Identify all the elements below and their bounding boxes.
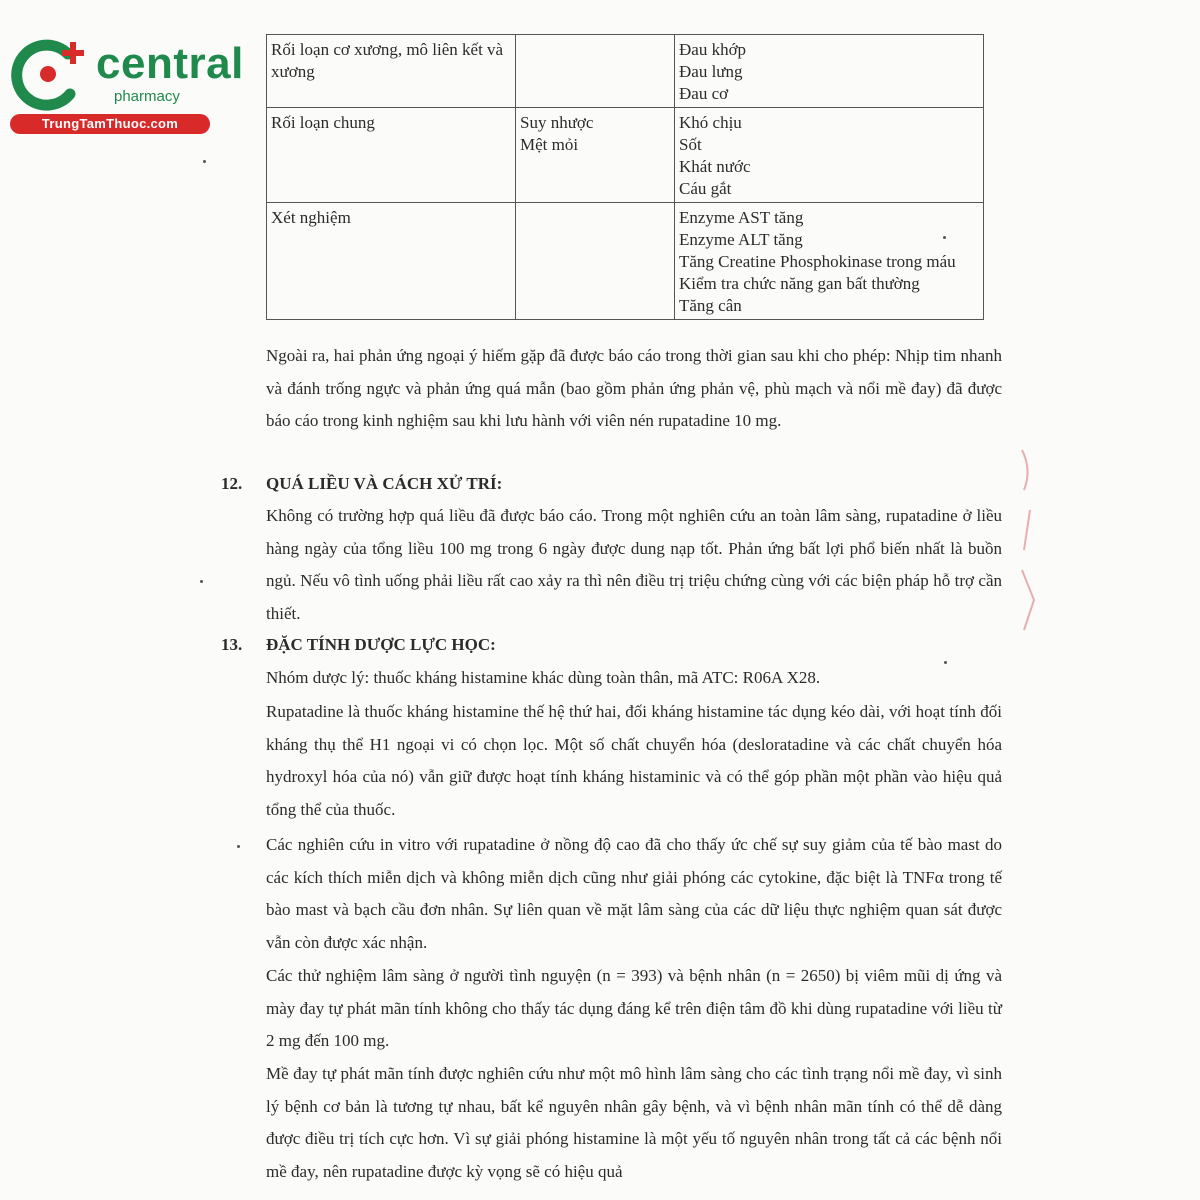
section-12-heading (221, 473, 502, 495)
effect-item: Đau khớp (679, 40, 747, 59)
table-cell-effects-common (516, 108, 675, 203)
effect-item: Mệt mỏi (520, 135, 579, 154)
section-number: 13. (221, 635, 243, 654)
table-row (267, 203, 984, 320)
table-cell-effects (675, 35, 984, 108)
table-cell-empty (516, 203, 675, 320)
effect-item: Khát nước (679, 157, 751, 176)
section-13-heading (221, 634, 496, 656)
paragraph-rare-reactions: Ngoài ra, hai phản ứng ngoại ý hiếm gặp đã được báo cáo trong thời gian sau khi cho phép: Nhịp tim nhanh và đánh trống ngực và phản ứng quá mẫn (bao gồm phản ứng phản vệ, phù mạch và nổi mề đay) đã được báo cáo trong kinh nghiệm sau khi lưu hành với viên nén rupatadine 10 mg. (266, 346, 1002, 430)
effect-item: Tăng Creatine Phosphokinase trong máu (679, 252, 956, 271)
logo-website: TrungTamThuoc.com (10, 114, 210, 134)
section-title: ĐẶC TÍNH DƯỢC LỰC HỌC: (266, 635, 496, 654)
table-cell-category (267, 35, 516, 108)
effect-item: Suy nhược (520, 113, 594, 132)
paragraph-urticaria: Mề đay tự phát mãn tính được nghiên cứu như một mô hình lâm sàng cho các tình trạng nổi mề đay, vì sinh lý bệnh cơ bản là tương tự nhau, bất kể nguyên nhân gây bệnh, và vì bệnh nhân mãn tính có thể dễ dàng được điều trị tích cực hơn. Vì sự giải phóng histamine là một yếu tố nguyên nhân trong tất cả các bệnh nổi mề đay, nên rupatadine được kỳ vọng sẽ có hiệu quả (266, 1064, 1002, 1181)
paragraph-rupatadine-description: Rupatadine là thuốc kháng histamine thế hệ thứ hai, đối kháng histamine tác dụng kéo dài, với hoạt tính đối kháng thụ thể H1 ngoại vi có chọn lọc. Một số chất chuyển hóa (desloratadine và các chất chuyển hóa hydroxyl hóa của nó) vẫn giữ được hoạt tính kháng histaminic và có thể góp phần một phần vào hiệu quả tổng thể của thuốc. (266, 702, 1002, 819)
stamp-fragment-icon (1018, 440, 1038, 640)
effect-item: Enzyme AST tăng (679, 208, 804, 227)
table-cell-category (267, 203, 516, 320)
scan-speck (237, 845, 240, 848)
table-cell-effects (675, 203, 984, 320)
adverse-effects-table (266, 34, 984, 320)
table-cell-empty (516, 35, 675, 108)
scan-speck (943, 236, 946, 239)
effect-item: Kiểm tra chức năng gan bất thường (679, 274, 920, 293)
category-text: Rối loạn chung (271, 113, 375, 132)
paragraph-pharmacologic-group: Nhóm dược lý: thuốc kháng histamine khác dùng toàn thân, mã ATC: R06A X28. (266, 668, 821, 687)
effect-item: Khó chịu (679, 113, 742, 132)
section-title: QUÁ LIỀU VÀ CÁCH XỬ TRÍ: (266, 474, 503, 493)
scan-speck (200, 580, 203, 583)
effect-item: Cáu gắt (679, 179, 732, 198)
paragraph-in-vitro: Các nghiên cứu in vitro với rupatadine ở nồng độ cao đã cho thấy ức chế sự suy giảm của tế bào mast do các kích thích miễn dịch và không miễn dịch cũng như giải phóng các cytokine, đặc biệt là TNFα trong tế bào mast và bạch cầu đơn nhân. Sự liên quan về mặt lâm sàng của các dữ liệu thực nghiệm quan sát được vẫn còn được xác nhận. (266, 835, 1002, 952)
section-number: 12. (221, 474, 243, 493)
effect-item: Đau lưng (679, 62, 743, 81)
central-pharmacy-logo[interactable] (10, 36, 244, 136)
effect-item: Enzyme ALT tăng (679, 230, 803, 249)
table-cell-category (267, 108, 516, 203)
effect-item: Sốt (679, 135, 702, 154)
table-row (267, 108, 984, 203)
paragraph-clinical-trials: Các thử nghiệm lâm sàng ở người tình nguyện (n = 393) và bệnh nhân (n = 2650) bị viêm mũi dị ứng và mày đay tự phát mãn tính không cho thấy tác dụng đáng kể trên điện tâm đồ khi dùng rupatadine với liều từ 2 mg đến 100 mg. (266, 966, 1002, 1050)
table-cell-effects (675, 108, 984, 203)
table-row (267, 35, 984, 108)
effect-item: Đau cơ (679, 84, 729, 103)
category-text: Xét nghiệm (271, 208, 351, 227)
scan-speck (944, 661, 947, 664)
category-text: Rối loạn cơ xương, mô liên kết và xương (271, 40, 504, 81)
scan-speck (203, 160, 206, 163)
logo-subtitle: pharmacy (114, 88, 180, 105)
logo-brand: central (96, 39, 244, 88)
paragraph-overdose: Không có trường hợp quá liều đã được báo cáo. Trong một nghiên cứu an toàn lâm sàng, rupatadine ở liều hàng ngày của tổng liều 100 mg trong 6 ngày được dung nạp tốt. Phản ứng bất lợi phổ biến nhất là buồn ngủ. Nếu vô tình uống phải liều rất cao xảy ra thì nên điều trị triệu chứng cùng với các biện pháp hỗ trợ cần thiết. (266, 506, 1002, 623)
logo-c-icon (10, 36, 92, 112)
effect-item: Tăng cân (679, 296, 742, 315)
